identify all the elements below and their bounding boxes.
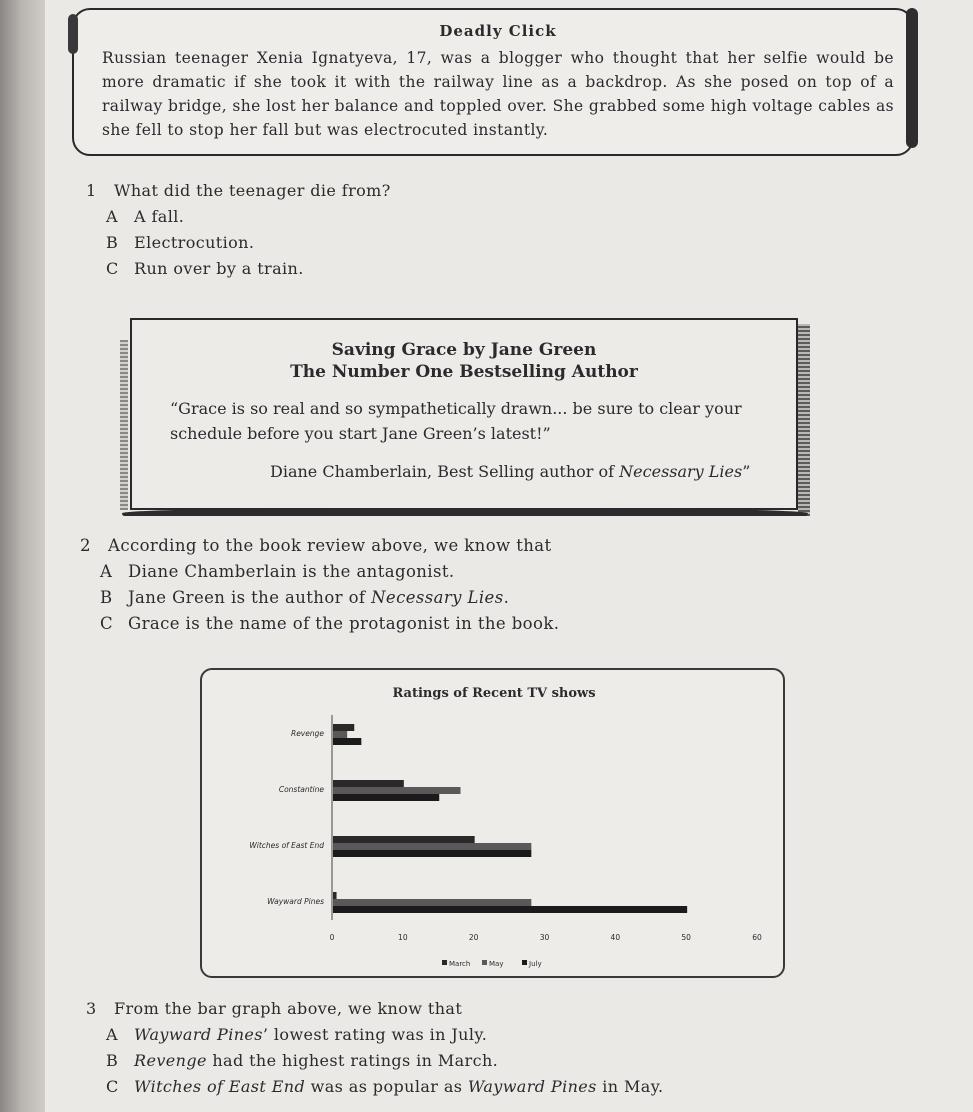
attribution-suffix: ” (742, 462, 751, 481)
option-b[interactable] (86, 230, 391, 256)
category-label: Witches of East End (249, 841, 324, 850)
question-number: 2 (80, 536, 91, 555)
bar-march (333, 724, 354, 731)
x-tick-label: 10 (398, 933, 408, 942)
book-page-edge-right (798, 324, 810, 516)
option-letter: A (100, 562, 113, 581)
option-text: Wayward Pines’ lowest rating was in July. (134, 1025, 488, 1044)
attribution-book-title: Necessary Lies (619, 462, 743, 481)
passage-text: Russian teenager Xenia Ignatyeva, 17, was a blogger who thought that her selfie would be more dramatic if she took it with the railway line as a backdrop. As she posed on top of a railway bridge, she lost her balance and toppled over. She grabbed some high voltage cables as she fell to stop her fall but was electrocuted instantly. (102, 49, 894, 139)
option-letter: A (106, 1025, 118, 1044)
bar-may (333, 787, 461, 794)
option-text: Witches of East End was as popular as Wayward Pines in May. (134, 1077, 664, 1096)
option-c[interactable] (86, 256, 391, 282)
option-letter: A (106, 207, 118, 226)
question-text: From the bar graph above, we know that (114, 999, 463, 1018)
option-a[interactable] (86, 1022, 664, 1048)
legend-label: March (449, 960, 471, 968)
question-text: What did the teenager die from? (114, 181, 391, 200)
bar-july (333, 906, 687, 913)
x-tick-label: 50 (681, 933, 691, 942)
option-letter: B (106, 1051, 119, 1070)
bar-may (333, 843, 531, 850)
option-a[interactable] (86, 204, 391, 230)
book-attribution (270, 462, 796, 481)
option-letter: C (100, 614, 114, 633)
x-tick-label: 40 (610, 933, 621, 942)
x-tick-label: 0 (329, 933, 335, 942)
legend-label: July (529, 960, 542, 968)
book-page-edge-left (120, 340, 128, 510)
book-subtitle: The Number One Bestselling Author (290, 362, 638, 382)
attribution-text: Diane Chamberlain, Best Selling author of (270, 462, 620, 481)
legend-swatch (442, 960, 447, 965)
question-1 (86, 178, 391, 282)
chart-title: Ratings of Recent TV shows (392, 686, 596, 701)
option-letter: C (106, 1077, 119, 1096)
option-text: Jane Green is the author of Necessary Lies. (128, 588, 510, 607)
bar-july (333, 794, 439, 801)
question-3 (86, 996, 664, 1100)
question-number: 3 (86, 999, 97, 1018)
x-tick-label: 60 (752, 933, 762, 942)
bar-july (333, 850, 531, 857)
question-2 (80, 533, 559, 637)
ratings-chart (200, 668, 785, 978)
x-tick-label: 20 (468, 933, 479, 942)
bar-july (333, 738, 361, 745)
book-quote: “Grace is so real and so sympathetically drawn... be sure to clear your schedule before you start Jane Green’s latest!” (170, 399, 742, 443)
passage-title: Deadly Click (439, 22, 557, 40)
category-label: Wayward Pines (267, 897, 324, 906)
category-label: Constantine (278, 785, 324, 794)
option-c[interactable] (86, 1074, 664, 1100)
question-text: According to the book review above, we know that (108, 536, 552, 555)
bar-may (333, 899, 531, 906)
option-b[interactable] (86, 1048, 664, 1074)
option-letter: B (100, 588, 113, 607)
book-review (130, 318, 798, 510)
x-tick-label: 30 (539, 933, 550, 942)
bar-march (333, 780, 404, 787)
bar-march (333, 892, 337, 899)
bar-may (333, 731, 347, 738)
bar-march (333, 836, 475, 843)
chart-svg (202, 670, 787, 980)
option-letter: B (106, 233, 119, 252)
option-letter: C (106, 259, 119, 278)
option-text: Grace is the name of the protagonist in the book. (128, 614, 560, 633)
option-text: Diane Chamberlain is the antagonist. (128, 562, 455, 581)
legend-swatch (482, 960, 487, 965)
passage-deadly-click (72, 8, 914, 156)
legend-label: May (489, 960, 504, 968)
option-text: A fall. (134, 207, 185, 226)
option-text: Electrocution. (134, 233, 255, 252)
option-a[interactable] (80, 559, 559, 585)
option-c[interactable] (80, 611, 559, 637)
legend-swatch (522, 960, 527, 965)
option-text: Revenge had the highest ratings in March. (134, 1051, 499, 1070)
option-b[interactable] (80, 585, 559, 611)
question-number: 1 (86, 181, 97, 200)
option-text: Run over by a train. (134, 259, 304, 278)
category-label: Revenge (290, 729, 324, 738)
book-title: Saving Grace by Jane Green (331, 340, 597, 360)
